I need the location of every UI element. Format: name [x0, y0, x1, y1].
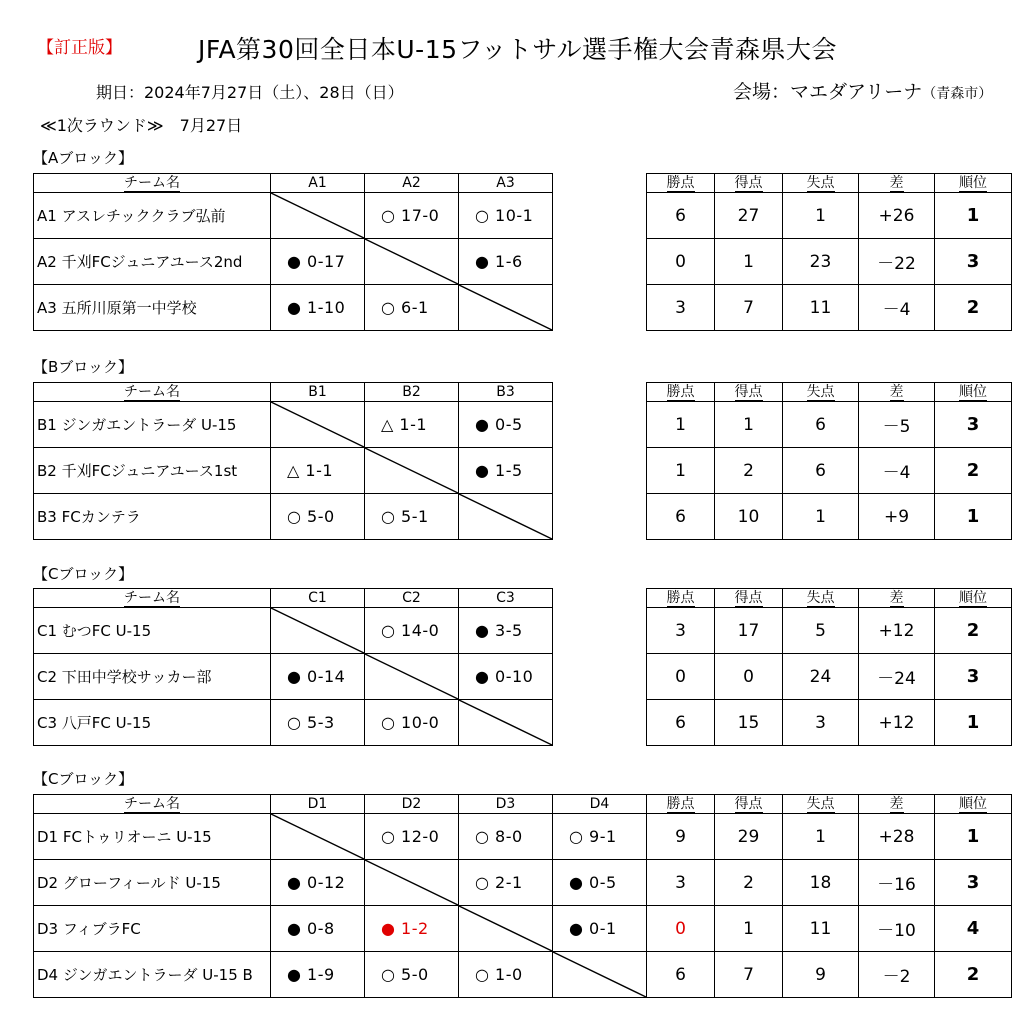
goals-against: 6 [783, 402, 859, 448]
match-result: ○ 1-0 [459, 952, 553, 998]
match-result: ● 3-5 [459, 608, 553, 654]
col-header: B3 [459, 383, 553, 402]
goals-for: 1 [715, 239, 783, 285]
team-name: D1 FCトゥリオーニ U-15 [34, 814, 271, 860]
diagonal-cell [365, 448, 459, 494]
rank: 1 [935, 494, 1012, 540]
points: 3 [647, 608, 715, 654]
team-name-header: チーム名 [34, 383, 271, 402]
stat-header: 順位 [935, 795, 1012, 814]
goals-for: 15 [715, 700, 783, 746]
match-result: △ 1-1 [365, 402, 459, 448]
match-result: ○ 14-0 [365, 608, 459, 654]
goals-against: 11 [783, 906, 859, 952]
stat-header: 差 [859, 795, 935, 814]
goals-against: 1 [783, 814, 859, 860]
goal-difference: +12 [859, 700, 935, 746]
goal-difference: －16 [859, 860, 935, 906]
match-result: ○ 5-0 [365, 952, 459, 998]
stat-header: 失点 [783, 383, 859, 402]
diagonal-cell [271, 814, 365, 860]
team-name: C1 むつFC U-15 [34, 608, 271, 654]
goal-difference: +9 [859, 494, 935, 540]
rank: 3 [935, 402, 1012, 448]
match-result: ○ 6-1 [365, 285, 459, 331]
diagonal-cell [459, 700, 553, 746]
stat-header: 勝点 [647, 174, 715, 193]
goals-for: 7 [715, 952, 783, 998]
match-result: ● 1-6 [459, 239, 553, 285]
goals-against: 1 [783, 494, 859, 540]
match-result: ● 0-5 [553, 860, 647, 906]
rank: 1 [935, 700, 1012, 746]
goals-for: 27 [715, 193, 783, 239]
points: 1 [647, 402, 715, 448]
goals-for: 1 [715, 906, 783, 952]
stat-header: 得点 [715, 589, 783, 608]
team-name: A2 千刈FCジュニアユース2nd [34, 239, 271, 285]
team-name-header: チーム名 [34, 795, 271, 814]
rank: 1 [935, 814, 1012, 860]
goal-difference: +28 [859, 814, 935, 860]
points: 6 [647, 952, 715, 998]
points: 6 [647, 494, 715, 540]
match-result: ○ 12-0 [365, 814, 459, 860]
goals-for: 7 [715, 285, 783, 331]
block-b-results-table [33, 382, 553, 540]
goals-against: 23 [783, 239, 859, 285]
diagonal-cell [553, 952, 647, 998]
match-result: ● 0-12 [271, 860, 365, 906]
round-label: ≪1次ラウンド≫ 7月27日 [40, 116, 243, 135]
block-c-standings-table [646, 588, 1012, 746]
team-name: D3 フィブラFC [34, 906, 271, 952]
col-header: D1 [271, 795, 365, 814]
goal-difference: －4 [859, 448, 935, 494]
points: 3 [647, 860, 715, 906]
rank: 4 [935, 906, 1012, 952]
correction-badge: 【訂正版】 [37, 38, 122, 58]
match-result: ○ 5-0 [271, 494, 365, 540]
stat-header: 失点 [783, 174, 859, 193]
goal-difference: －22 [859, 239, 935, 285]
rank: 3 [935, 654, 1012, 700]
col-header: C3 [459, 589, 553, 608]
rank: 2 [935, 952, 1012, 998]
diagonal-cell [271, 193, 365, 239]
match-result: ● 0-8 [271, 906, 365, 952]
goal-difference: －2 [859, 952, 935, 998]
stat-header: 得点 [715, 795, 783, 814]
goals-against: 24 [783, 654, 859, 700]
goals-against: 1 [783, 193, 859, 239]
points: 6 [647, 700, 715, 746]
diagonal-cell [459, 285, 553, 331]
match-result: ○ 9-1 [553, 814, 647, 860]
team-name: A1 アスレチッククラブ弘前 [34, 193, 271, 239]
diagonal-cell [365, 654, 459, 700]
block-d-label: 【Cブロック】 [33, 770, 134, 788]
team-name: A3 五所川原第一中学校 [34, 285, 271, 331]
rank: 1 [935, 193, 1012, 239]
goal-difference: +12 [859, 608, 935, 654]
col-header: B2 [365, 383, 459, 402]
match-result: ● 1-10 [271, 285, 365, 331]
venue-city: （青森市） [922, 86, 993, 102]
stat-header: 失点 [783, 589, 859, 608]
col-header: C1 [271, 589, 365, 608]
rank: 3 [935, 239, 1012, 285]
team-name: C2 下田中学校サッカー部 [34, 654, 271, 700]
match-result: ○ 5-3 [271, 700, 365, 746]
rank: 3 [935, 860, 1012, 906]
match-result: ● 0-10 [459, 654, 553, 700]
stat-header: 順位 [935, 174, 1012, 193]
points: 1 [647, 448, 715, 494]
col-header: A3 [459, 174, 553, 193]
match-result: ○ 17-0 [365, 193, 459, 239]
match-result-corrected: ● 1-2 [365, 906, 459, 952]
venue-main: 会場：マエダアリーナ [733, 81, 923, 103]
match-result: ● 0-5 [459, 402, 553, 448]
diagonal-cell [365, 860, 459, 906]
goal-difference: －4 [859, 285, 935, 331]
goals-for: 29 [715, 814, 783, 860]
block-a-standings-table [646, 173, 1012, 331]
stat-header: 順位 [935, 383, 1012, 402]
col-header: D2 [365, 795, 459, 814]
goals-against: 11 [783, 285, 859, 331]
goal-difference: +26 [859, 193, 935, 239]
match-result: ● 0-1 [553, 906, 647, 952]
block-c-results-table [33, 588, 553, 746]
diagonal-cell [271, 402, 365, 448]
stat-header: 順位 [935, 589, 1012, 608]
col-header: D3 [459, 795, 553, 814]
goals-for: 17 [715, 608, 783, 654]
block-a-results-table [33, 173, 553, 331]
goals-against: 5 [783, 608, 859, 654]
goal-difference: －5 [859, 402, 935, 448]
col-header: D4 [553, 795, 647, 814]
goals-for: 2 [715, 448, 783, 494]
rank: 2 [935, 608, 1012, 654]
match-result: ○ 5-1 [365, 494, 459, 540]
diagonal-cell [459, 494, 553, 540]
team-name: D4 ジンガエントラーダ U-15 B [34, 952, 271, 998]
points: 0 [647, 654, 715, 700]
col-header: C2 [365, 589, 459, 608]
points: 6 [647, 193, 715, 239]
goals-against: 6 [783, 448, 859, 494]
match-result: ○ 10-0 [365, 700, 459, 746]
team-name: B1 ジンガエントラーダ U-15 [34, 402, 271, 448]
points-corrected: 0 [647, 906, 715, 952]
team-name: D2 グローフィールド U-15 [34, 860, 271, 906]
goals-for: 10 [715, 494, 783, 540]
match-result: ● 1-9 [271, 952, 365, 998]
col-header: B1 [271, 383, 365, 402]
goals-against: 18 [783, 860, 859, 906]
diagonal-cell [459, 906, 553, 952]
points: 0 [647, 239, 715, 285]
goals-for: 1 [715, 402, 783, 448]
goal-difference: －24 [859, 654, 935, 700]
team-name: B3 FCカンテラ [34, 494, 271, 540]
goals-for: 0 [715, 654, 783, 700]
rank: 2 [935, 285, 1012, 331]
points: 3 [647, 285, 715, 331]
block-a-label: 【Aブロック】 [33, 149, 133, 167]
stat-header: 差 [859, 383, 935, 402]
stat-header: 失点 [783, 795, 859, 814]
points: 9 [647, 814, 715, 860]
col-header: A1 [271, 174, 365, 193]
event-date: 期日：2024年7月27日（土）、28日（日） [96, 83, 404, 102]
match-result: △ 1-1 [271, 448, 365, 494]
match-result: ○ 2-1 [459, 860, 553, 906]
goal-difference: －10 [859, 906, 935, 952]
stat-header: 勝点 [647, 383, 715, 402]
page-title: JFA第30回全日本U-15フットサル選手権大会青森県大会 [198, 35, 838, 64]
col-header: A2 [365, 174, 459, 193]
match-result: ○ 8-0 [459, 814, 553, 860]
match-result: ○ 10-1 [459, 193, 553, 239]
block-b-standings-table [646, 382, 1012, 540]
rank: 2 [935, 448, 1012, 494]
stat-header: 差 [859, 174, 935, 193]
diagonal-cell [365, 239, 459, 285]
team-name-header: チーム名 [34, 174, 271, 193]
block-c-label: 【Cブロック】 [33, 565, 134, 583]
diagonal-cell [271, 608, 365, 654]
match-result: ● 0-14 [271, 654, 365, 700]
stat-header: 得点 [715, 174, 783, 193]
block-b-label: 【Bブロック】 [33, 358, 133, 376]
block-d-table [33, 794, 1012, 998]
stat-header: 勝点 [647, 795, 715, 814]
goals-against: 9 [783, 952, 859, 998]
goals-for: 2 [715, 860, 783, 906]
team-name: C3 八戸FC U-15 [34, 700, 271, 746]
match-result: ● 0-17 [271, 239, 365, 285]
team-name: B2 千刈FCジュニアユース1st [34, 448, 271, 494]
stat-header: 得点 [715, 383, 783, 402]
event-venue [733, 77, 992, 104]
team-name-header: チーム名 [34, 589, 271, 608]
match-result: ● 1-5 [459, 448, 553, 494]
stat-header: 勝点 [647, 589, 715, 608]
goals-against: 3 [783, 700, 859, 746]
stat-header: 差 [859, 589, 935, 608]
